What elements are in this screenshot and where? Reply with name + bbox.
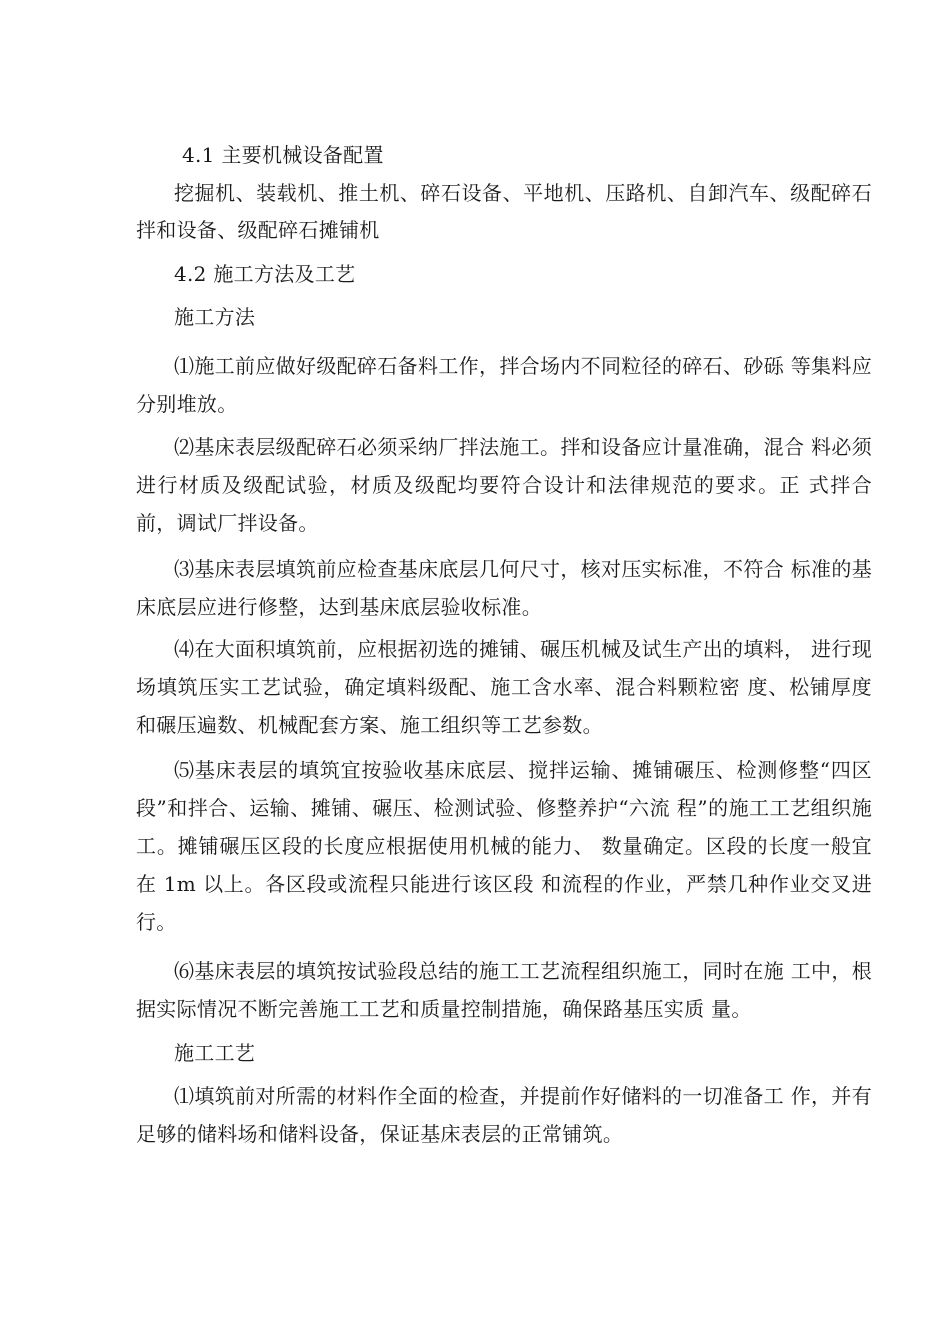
method-item-1: ⑴施工前应做好级配碎石备料工作，拌合场内不同粒径的碎石、砂砾 等集料应分别堆放。 (136, 354, 872, 416)
method-item-3: ⑶基床表层填筑前应检查基床底层几何尺寸，核对压实标准，不符合 标准的基床底层应进行修整，达到基床底层验收标准。 (136, 557, 872, 619)
method-subtitle: 施工方法 (174, 305, 256, 329)
process-item-1: ⑴填筑前对所需的材料作全面的检查，并提前作好储料的一切准备工 作，并有足够的储料场和储料设备，保证基床表层的正常铺筑。 (136, 1084, 872, 1146)
method-item-6: ⑹基床表层的填筑按试验段总结的施工工艺流程组织施工，同时在施 工中，根据实际情况不断完善施工工艺和质量控制措施，确保路基压实质 量。 (136, 959, 872, 1021)
section-4-1-title: 4.1 主要机械设备配置 (182, 143, 384, 167)
method-item-5: ⑸基床表层的填筑宜按验收基床底层、搅拌运输、摊铺碾压、检测修整“四区段”和拌合、运输、摊铺、碾压、检测试验、修整养护“六流 程”的施工工艺组织施工。摊铺碾压区段的长度应根据使用机械的能力、 数量确定。区段的长度一般宜在 1m 以上。各区段或流程只能进行该区段 和流程的作业，严禁几种作业交叉进行。 (136, 758, 872, 934)
method-item-2: ⑵基床表层级配碎石必须采纳厂拌法施工。拌和设备应计量准确，混合 料必须进行材质及级配试验，材质及级配均要符合设计和法律规范的要求。正 式拌合前，调试厂拌设备。 (136, 435, 872, 535)
section-4-1-body: 挖掘机、装载机、推土机、碎石设备、平地机、压路机、自卸汽车、级配碎石拌和设备、级配碎石摊铺机 (136, 181, 872, 242)
section-4-2-title: 4.2 施工方法及工艺 (174, 262, 356, 286)
method-item-4: ⑷在大面积填筑前，应根据初选的摊铺、碾压机械及试生产出的填料， 进行现场填筑压实工艺试验，确定填料级配、施工含水率、混合料颗粒密 度、松铺厚度和碾压遍数、机械配套方案、施工组织等工艺参数。 (136, 637, 872, 737)
process-subtitle: 施工工艺 (174, 1041, 256, 1065)
